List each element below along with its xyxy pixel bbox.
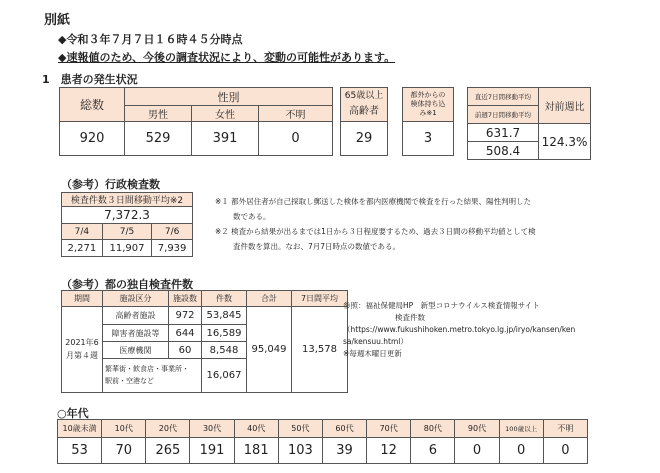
age-label: 70代 <box>367 420 411 438</box>
admin-value: 2,271 <box>62 240 103 257</box>
ratio-value: 124.3% <box>539 124 591 160</box>
elderly-value: 29 <box>341 122 388 156</box>
facility-count: 644 <box>169 325 202 342</box>
age-value: 39 <box>322 438 366 464</box>
footnotes <box>215 194 536 254</box>
female-header: 女性 <box>192 106 259 122</box>
moving-average-table <box>467 87 591 160</box>
patients-table <box>59 87 333 156</box>
age-value: 265 <box>146 438 190 464</box>
facility-count: 972 <box>169 307 202 325</box>
section-title-age: ○年代 <box>57 407 89 420</box>
age-value: 6 <box>411 438 455 464</box>
recent-avg-value: 631.7 <box>468 124 539 142</box>
section-title-patients: 1 患者の発生状況 <box>42 73 138 86</box>
total-value: 920 <box>60 122 125 156</box>
indep-header: 施設数 <box>169 291 202 307</box>
admin-date: 7/5 <box>102 224 151 240</box>
age-label: 90代 <box>455 420 499 438</box>
facility-category: 障害者施設等 <box>103 325 169 342</box>
elderly-header: 65歳以上 高齢者 <box>341 88 388 122</box>
facility-category: 高齢者施設 <box>103 307 169 325</box>
age-value: 0 <box>543 438 587 464</box>
age-label: 30代 <box>190 420 234 438</box>
age-value: 70 <box>102 438 146 464</box>
age-label: 100歳以上 <box>499 420 543 438</box>
section-title-admin-tests: （参考）行政検査数 <box>61 178 160 191</box>
indep-header: 施設区分 <box>103 291 169 307</box>
indep-header: 期間 <box>62 291 103 307</box>
test-count: 8,548 <box>202 342 247 359</box>
male-header: 男性 <box>125 106 192 122</box>
recent-avg-header: 直近7日間移動平均 <box>468 88 539 106</box>
sex-header: 性別 <box>125 88 333 106</box>
brought-in-header: 都外からの 検体持ち込 み※1 <box>403 88 454 122</box>
note2-line2: 査件数を算出。なお、7月7日時点の数値である。 <box>233 242 401 251</box>
admin-value: 7,939 <box>152 240 193 257</box>
brought-in-value: 3 <box>403 122 454 156</box>
timestamp-text: ◆令和３年７月７日１６時４５分時点 <box>58 33 243 46</box>
prev-avg-header: 前週7日間移動平均 <box>468 106 539 124</box>
age-value: 0 <box>499 438 543 464</box>
total-header: 総数 <box>60 88 125 122</box>
admin-date: 7/6 <box>152 224 193 240</box>
age-label: 80代 <box>411 420 455 438</box>
admin-tests-header: 検査件数３日間移動平均※2 <box>62 193 193 207</box>
reference-line: 参照：福祉保健局HP 新型コロナウイルス検査情報サイト <box>343 301 540 310</box>
document-label: 別紙 <box>44 13 71 28</box>
test-count: 16,067 <box>202 359 247 393</box>
facility-count: 60 <box>169 342 202 359</box>
admin-date: 7/4 <box>62 224 103 240</box>
reference-line: ※毎週木曜日更新 <box>343 349 402 358</box>
age-label: 40代 <box>234 420 278 438</box>
brought-in-table <box>402 87 454 156</box>
age-label: 50代 <box>278 420 322 438</box>
reference-line: 検査件数 <box>395 313 425 322</box>
period-cell: 2021年6 月第４週 <box>62 307 103 393</box>
age-label: 10歳未満 <box>58 420 102 438</box>
note2-line1: ※２ 検査から結果が出るまでは1日から３日程度要するため、過去３日間の移動平均値として検 <box>215 227 536 236</box>
age-label: 20代 <box>146 420 190 438</box>
total-value: 95,049 <box>247 307 292 393</box>
male-value: 529 <box>125 122 192 156</box>
elderly-table <box>340 87 388 156</box>
unknown-header: 不明 <box>259 106 333 122</box>
reference-block <box>343 300 575 360</box>
test-count: 16,589 <box>202 325 247 342</box>
age-value: 191 <box>190 438 234 464</box>
age-value: 0 <box>455 438 499 464</box>
test-count: 53,845 <box>202 307 247 325</box>
notice-text: ◆速報値のため、今後の調査状況により、変動の可能性があります。 <box>58 51 396 64</box>
prev-avg-value: 508.4 <box>468 142 539 160</box>
female-value: 391 <box>192 122 259 156</box>
indep-header: 合計 <box>247 291 292 307</box>
reference-url: sa/kensuu.html） <box>343 337 408 346</box>
age-label: 10代 <box>102 420 146 438</box>
admin-tests-table <box>61 192 193 257</box>
indep-header: 7日間平均 <box>292 291 348 307</box>
age-value: 181 <box>234 438 278 464</box>
note1-line2: 数である。 <box>233 212 271 221</box>
ratio-header: 対前週比 <box>539 88 591 124</box>
age-value: 103 <box>278 438 322 464</box>
section-title-independent: （参考）都の独自検査件数 <box>61 278 193 291</box>
age-value: 12 <box>367 438 411 464</box>
reference-url: （https://www.fukushihoken.metro.tokyo.lg.jp/iryo/kansen/ken <box>343 325 576 334</box>
age-label: 不明 <box>543 420 587 438</box>
note1-line1: ※１ 都外居住者が自己採取し郵送した検体を都内医療機関で検査を行った結果、陽性判明した <box>215 197 532 206</box>
age-label: 60代 <box>322 420 366 438</box>
indep-header: 件数 <box>202 291 247 307</box>
age-value: 53 <box>58 438 102 464</box>
independent-tests-table <box>61 290 348 393</box>
facility-category: 繁華街・飲食店・事業所・ 駅前・空港など <box>103 359 202 393</box>
seven-day-avg-value: 13,578 <box>292 307 348 393</box>
unknown-value: 0 <box>259 122 333 156</box>
admin-value: 11,907 <box>102 240 151 257</box>
facility-category: 医療機関 <box>103 342 169 359</box>
admin-tests-avg: 7,372.3 <box>62 207 193 224</box>
age-table <box>57 419 588 464</box>
